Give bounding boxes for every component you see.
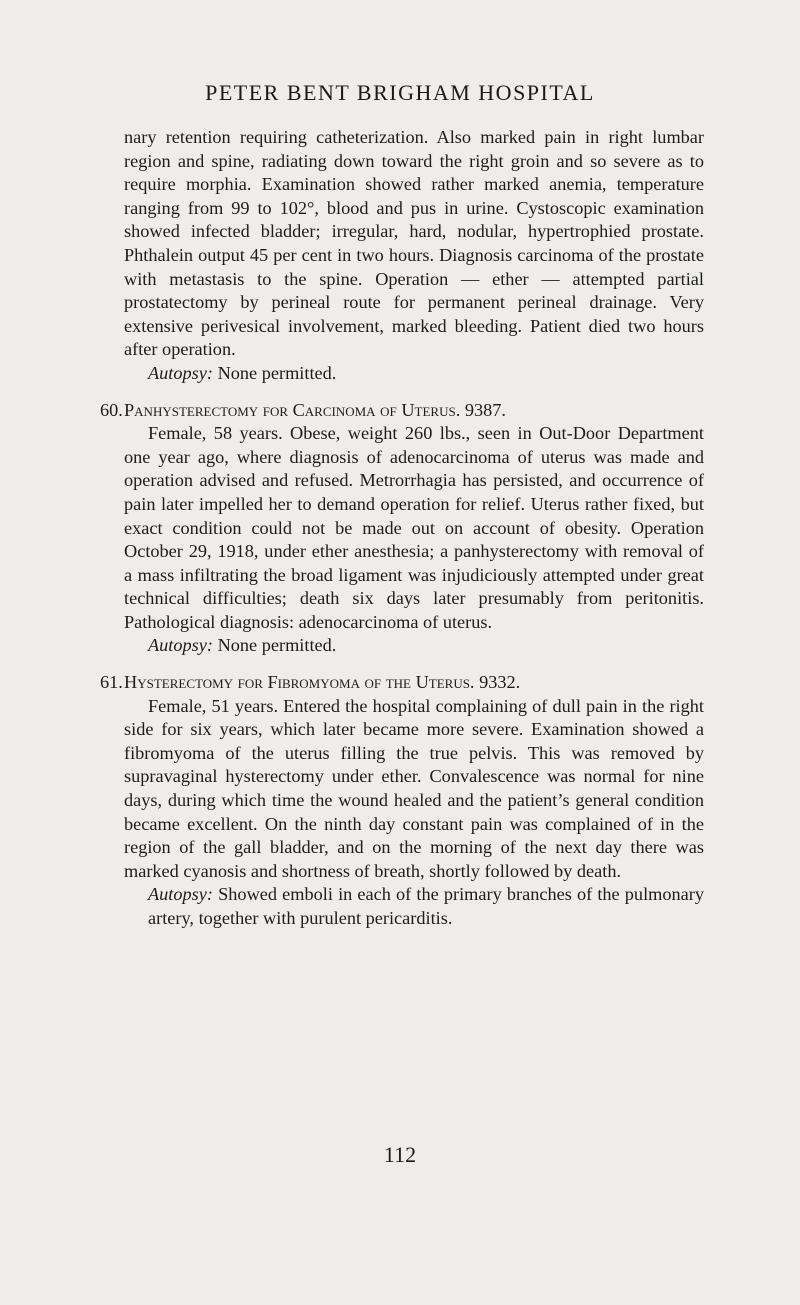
case-title: Hysterectomy for Fibromyoma of the Uterus. [124, 672, 475, 693]
autopsy-label: Autopsy: [148, 884, 213, 905]
case-61 [100, 671, 704, 931]
case-number: 60. [100, 399, 123, 420]
page-body [100, 126, 704, 931]
case-autopsy [124, 883, 704, 930]
autopsy-label: Autopsy: [148, 362, 213, 383]
autopsy-text: Showed emboli in each of the primary branches of the pulmonary artery, together with purulent pericarditis. [148, 884, 704, 928]
case-autopsy [124, 634, 704, 658]
continuation-autopsy [124, 362, 704, 386]
case-text: Female, 58 years. Obese, weight 260 lbs., seen in Out-Door Department one year ago, where diagnosis of adenocarcinoma of uterus was made and operation advised and refused. Metrorrhagia has persisted, and occurrence of pain later impelled her to demand operation for relief. Uterus rather fixed, but exact condition could not be made out on account of obesity. Operation October 29, 1918, under ether anesthesia; a panhysterectomy with removal of a mass infiltrating the broad ligament was injudiciously attempted under great technical difficulties; death six days later presumably from peritonitis. Pathological diagnosis: adenocarcinoma of uterus. [124, 423, 704, 632]
autopsy-label: Autopsy: [148, 635, 213, 656]
autopsy-text: None permitted. [217, 635, 337, 656]
autopsy-text: None permitted. [217, 362, 337, 383]
continuation-paragraph: nary retention requiring catheterization. Also marked pain in right lumbar region and spine, radiating down toward the right groin and so severe as to require morphia. Examination showed rather marked anemia, temperature ranging from 99 to 102°, blood and pus in urine. Cystoscopic examination showed infected bladder; irregular, hard, nodular, hypertrophied prostate. Phthalein output 45 per cent in two hours. Diagnosis carcinoma of the prostate with metastasis to the spine. Operation — ether — attempted partial prostatectomy by perineal route for permanent perineal drainage. Very extensive perivesical involvement, marked bleeding. Patient died two hours after operation. [124, 127, 704, 360]
case-title: Panhysterectomy for Carcinoma of Uterus. [124, 399, 461, 420]
case-60 [100, 399, 704, 659]
case-heading [100, 671, 704, 695]
case-heading [100, 399, 704, 423]
case-text: Female, 51 years. Entered the hospital complaining of dull pain in the right side for six years, which later became more severe. Examination showed a fibromyoma of the uterus filling the true pelvis. This was removed by supravaginal hysterectomy under ether. Convalescence was normal for nine days, during which time the wound healed and the patient’s general condition became excellent. On the ninth day constant pain was complained of in the region of the gall bladder, and on the morning of the next day there was marked cyanosis and shortness of breath, shortly followed by death. [124, 695, 704, 881]
case-id: 9387. [464, 399, 506, 420]
case-id: 9332. [479, 672, 521, 693]
case-number: 61. [100, 672, 123, 693]
running-header: PETER BENT BRIGHAM HOSPITAL [205, 80, 595, 105]
page-number: 112 [383, 1142, 417, 1167]
